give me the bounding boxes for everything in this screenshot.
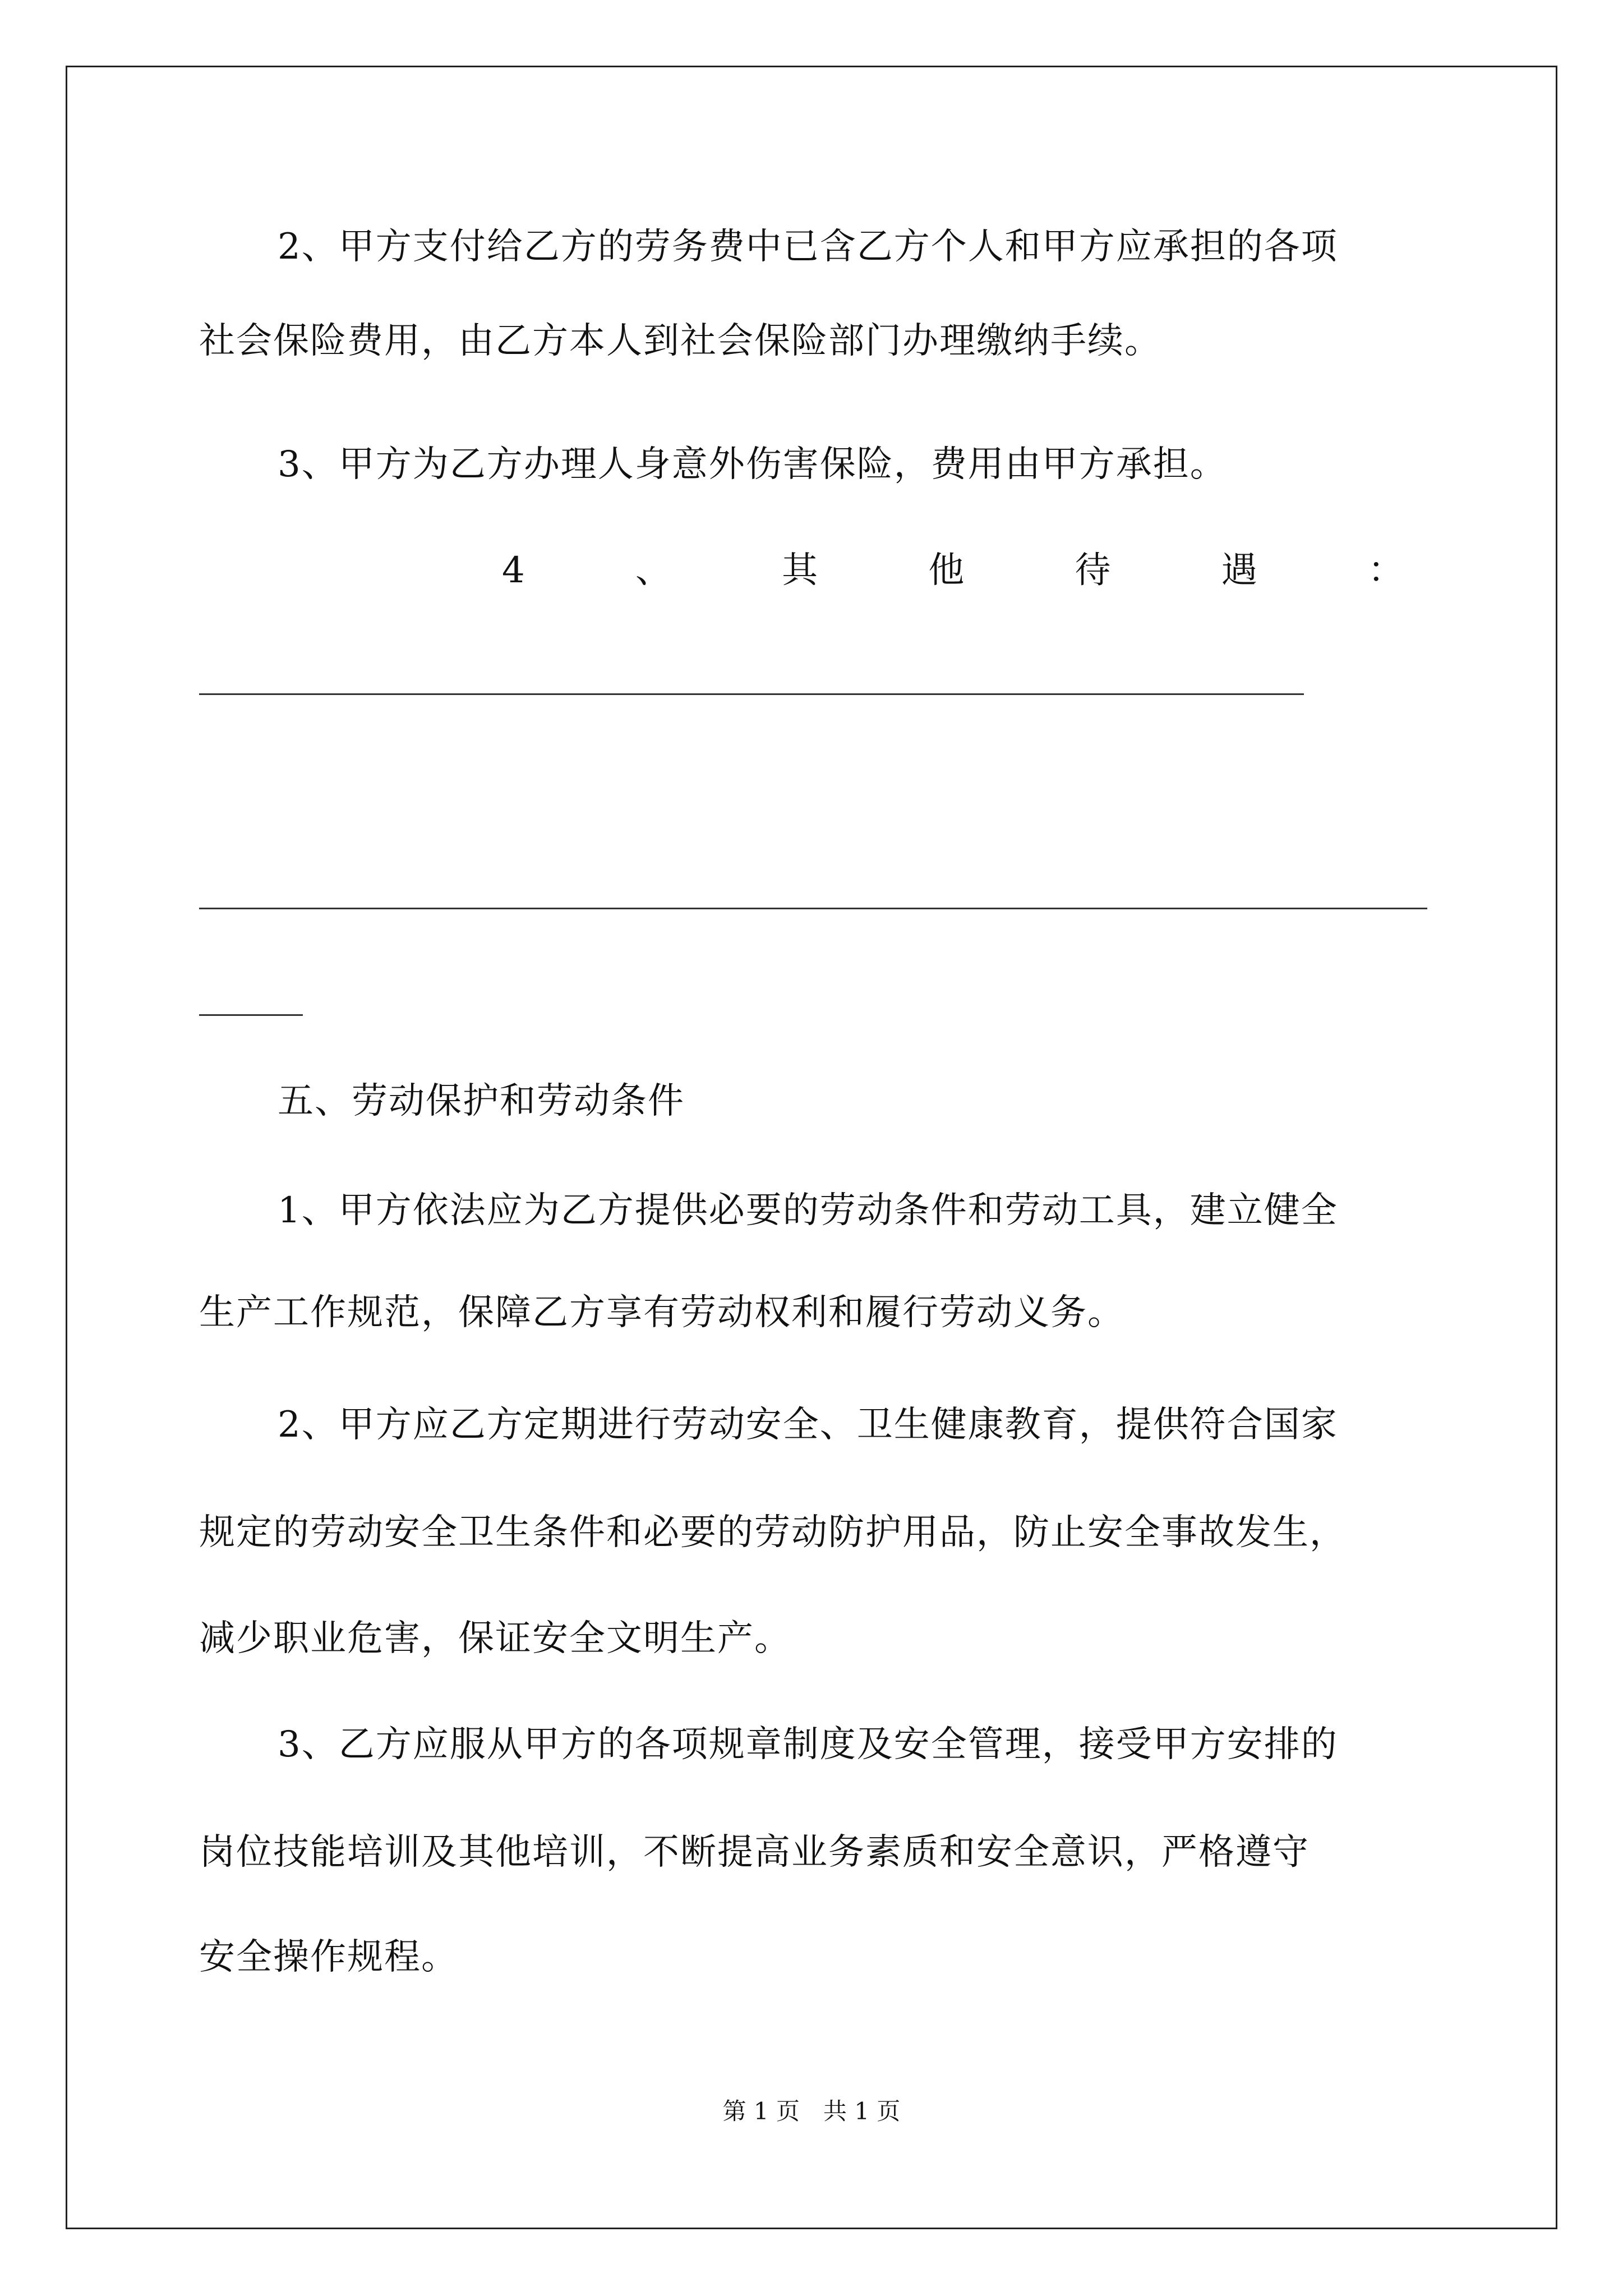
spaced-char: 遇 [1221,550,1258,591]
spaced-char: ： [1367,550,1405,591]
fill-in-blank-line [199,693,1304,695]
section-heading: 五、劳动保护和劳动条件 [278,1080,685,1122]
paragraph-line: 岗位技能培训及其他培训，不断提高业务素质和安全意识，严格遵守 [199,1832,1310,1873]
paragraph-line: 安全操作规程。 [199,1936,458,1978]
paragraph-line: 3、乙方应服从甲方的各项规章制度及安全管理，接受甲方安排的 [278,1724,1338,1765]
paragraph-line: 规定的劳动安全卫生条件和必要的劳动防护用品，防止安全事故发生， [199,1512,1347,1553]
page-number-footer: 第 1 页 共 1 页 [722,2097,901,2125]
spaced-heading-other-benefits [199,545,1405,596]
spaced-char: 其 [782,550,819,591]
page-border [66,66,1557,2229]
paragraph-line: 社会保险费用，由乙方本人到社会保险部门办理缴纳手续。 [199,320,1161,362]
paragraph-line: 3、甲方为乙方办理人身意外伤害保险，费用由甲方承担。 [278,444,1227,485]
paragraph-line: 2、甲方支付给乙方的劳务费中已含乙方个人和甲方应承担的各项 [278,226,1338,268]
spaced-char: 他 [928,550,966,591]
paragraph-line: 减少职业危害，保证安全文明生产。 [199,1618,791,1659]
paragraph-line: 1、甲方依法应为乙方提供必要的劳动条件和劳动工具，建立健全 [278,1190,1338,1231]
spaced-char: 4 [502,550,526,591]
spaced-char: 待 [1075,550,1112,591]
paragraph-line: 2、甲方应乙方定期进行劳动安全、卫生健康教育，提供符合国家 [278,1404,1338,1446]
paragraph-line: 生产工作规范，保障乙方享有劳动权利和履行劳动义务。 [199,1292,1124,1333]
spaced-char: 、 [635,550,672,591]
fill-in-blank-line [199,1014,303,1016]
fill-in-blank-line [199,908,1427,909]
